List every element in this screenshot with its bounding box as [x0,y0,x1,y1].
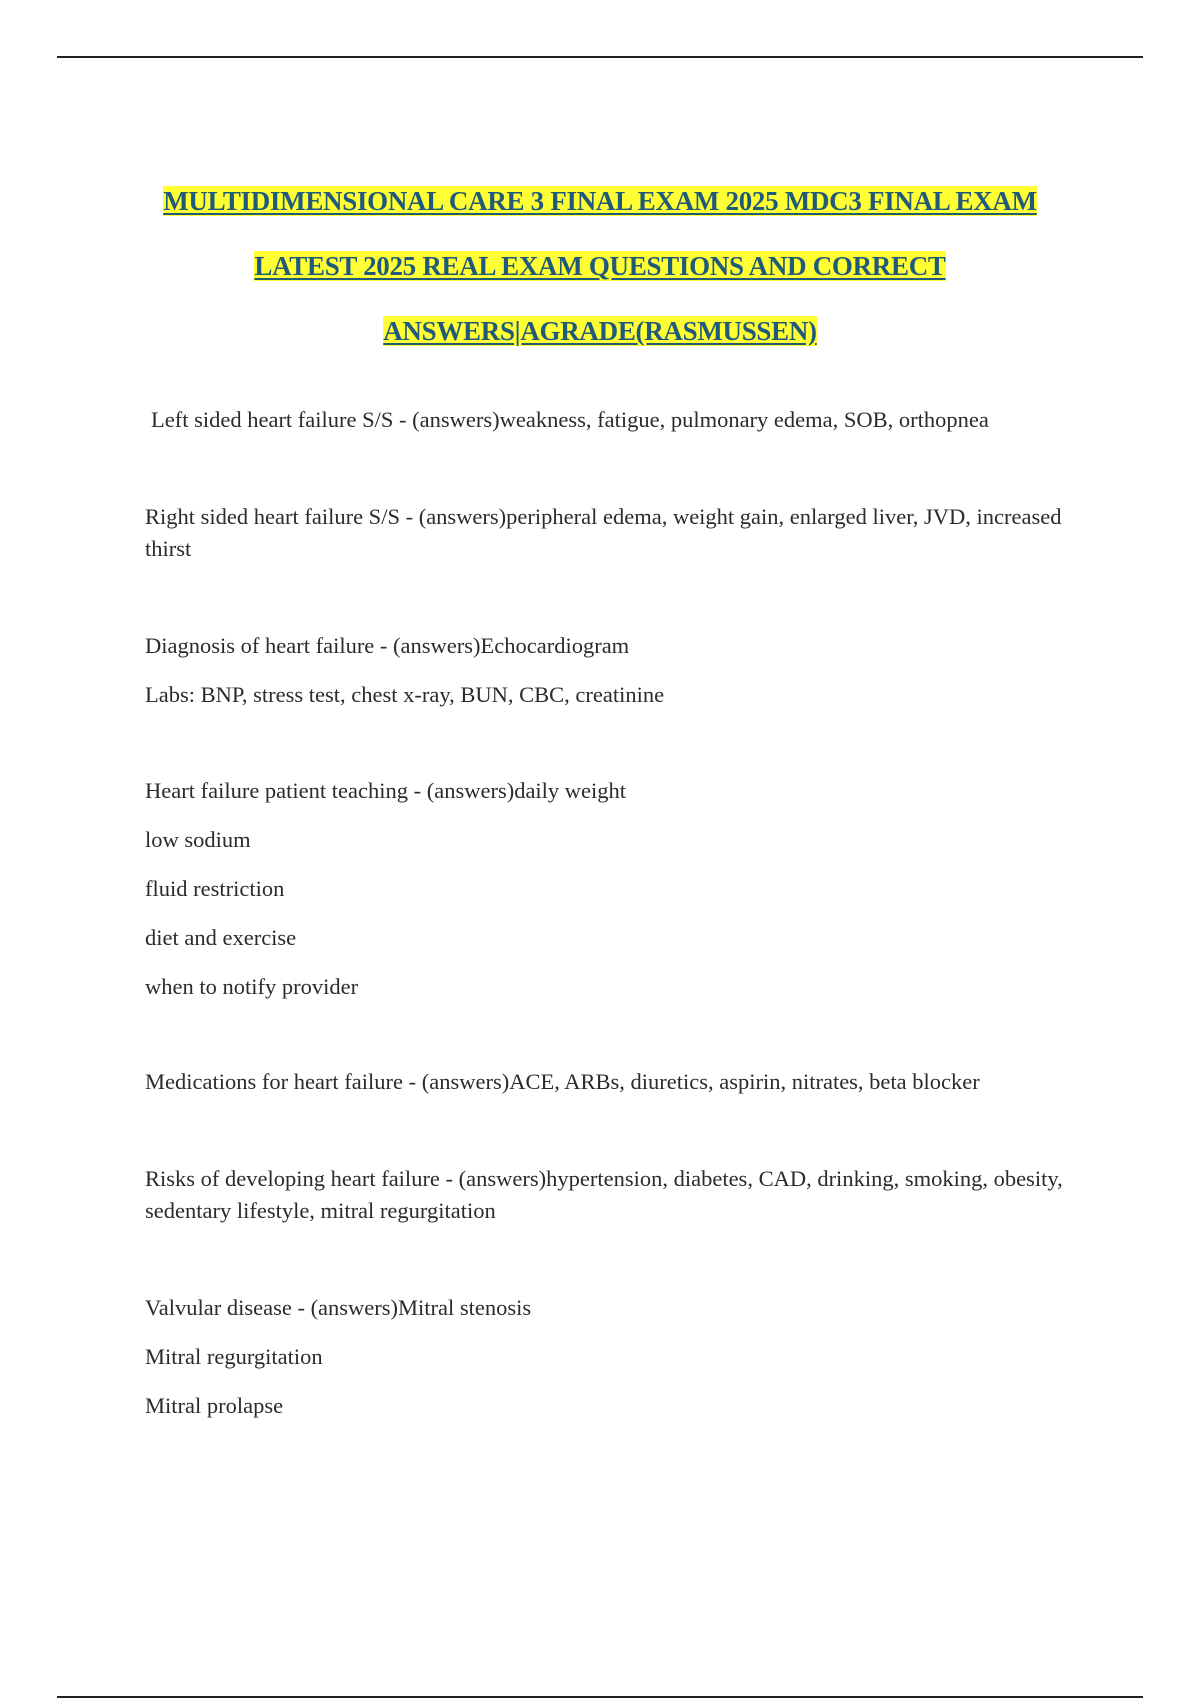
qa-line: Risks of developing heart failure - (answers)hypertension, diabetes, CAD, drinking, smoking, obesity, sedentary lifestyle, mitral regurgitation [145,1166,1063,1223]
qa-line: fluid restriction [145,876,285,901]
qa-item-medications [145,1066,1085,1098]
qa-line: diet and exercise [145,925,297,950]
document-title [100,186,1100,381]
qa-line: Diagnosis of heart failure - (answers)Echocardiogram [145,633,630,658]
qa-line: when to notify provider [145,974,359,999]
title-line-1: MULTIDIMENSIONAL CARE 3 FINAL EXAM 2025 MDC3 FINAL EXAM [163,186,1037,216]
qa-item-diagnosis-heart-failure [145,630,1085,711]
qa-item-patient-teaching [145,775,1085,1003]
title-line-3: ANSWERS|AGRADE(RASMUSSEN) [383,316,817,346]
qa-line: Mitral prolapse [145,1393,284,1418]
qa-line: Right sided heart failure S/S - (answers)peripheral edema, weight gain, enlarged liver, JVD, increased thirst [145,504,1062,561]
qa-line: Valvular disease - (answers)Mitral stenosis [145,1295,532,1320]
qa-line: Labs: BNP, stress test, chest x-ray, BUN, CBC, creatinine [145,682,665,707]
title-line-2: LATEST 2025 REAL EXAM QUESTIONS AND CORRECT [254,251,946,281]
qa-item-risks [145,1163,1085,1227]
footer-rule [57,1696,1143,1698]
qa-line: low sodium [145,827,251,852]
qa-line: Mitral regurgitation [145,1344,323,1369]
qa-item-right-sided-heart-failure [145,501,1085,565]
qa-line: Heart failure patient teaching - (answers)daily weight [145,778,627,803]
qa-line: Left sided heart failure S/S - (answers)weakness, fatigue, pulmonary edema, SOB, orthopnea [151,407,989,432]
qa-line: Medications for heart failure - (answers)ACE, ARBs, diuretics, aspirin, nitrates, beta blocker [145,1069,980,1094]
qa-item-left-sided-heart-failure [151,404,1091,436]
qa-item-valvular-disease [145,1292,1085,1422]
header-rule [57,56,1143,58]
